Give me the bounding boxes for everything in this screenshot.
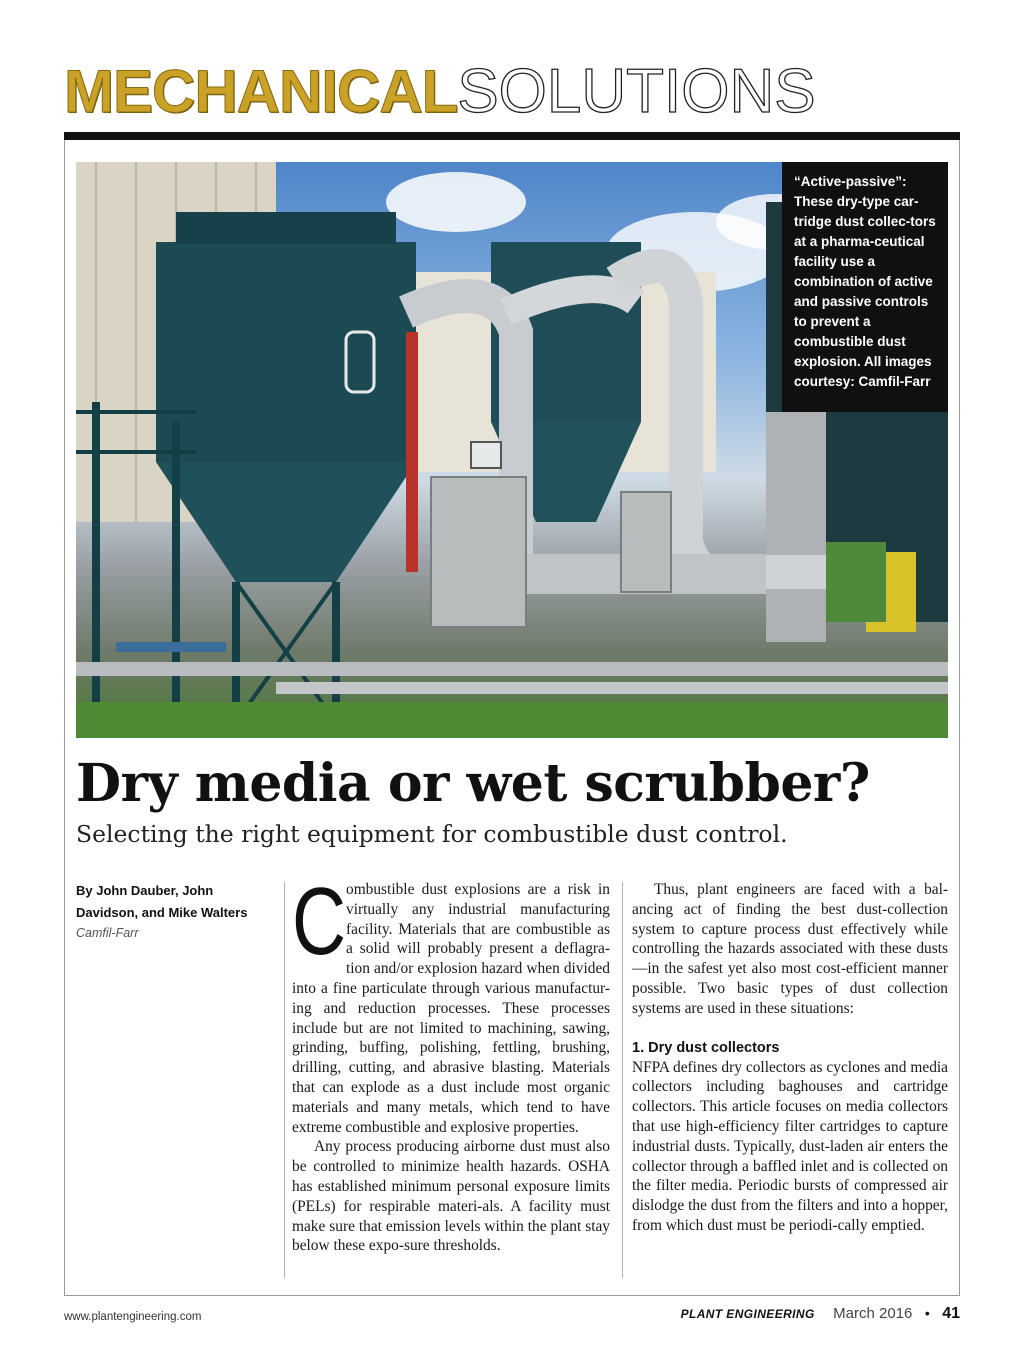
header-rule	[64, 132, 960, 140]
section-subhead: 1. Dry dust collectors	[632, 1039, 780, 1056]
author-organization: Camfil-Farr	[76, 926, 139, 940]
article-paragraph: Any process producing airborne dust must also be controlled to minimize health hazards. OSHA has established minimum personal exposure limits (PELs) for respirable materi-als. A facility must make sure that emission levels within the plant stay below these expo-sure thresholds.	[292, 1138, 610, 1255]
article-headline: Dry media or wet scrubber?	[76, 753, 870, 814]
article-byline: By John Dauber, John Davidson, and Mike Walters	[76, 883, 248, 920]
footer-folio	[681, 1305, 960, 1323]
issue-date: March 2016	[833, 1305, 913, 1322]
column-divider-left	[284, 882, 285, 1278]
article-column-1	[292, 868, 610, 1256]
section-title-light: SOLUTIONS	[457, 57, 816, 126]
column-divider-right	[622, 882, 623, 1278]
folio-separator: •	[924, 1305, 930, 1321]
article-column-2	[632, 880, 948, 1236]
article-deck: Selecting the right equipment for combustible dust control.	[76, 820, 788, 848]
drop-cap: C	[292, 868, 347, 975]
section-masthead	[64, 56, 816, 134]
article-paragraph: NFPA defines dry collectors as cyclones and media collectors including baghouses and cartridge collectors. This article focuses on media collectors that use high-efficiency filter cartridges to capture industrial dusts. Typically, dust-laden air enters the collector through a baffled inlet and is collected on the filter media. Periodic bursts of compressed air dislodge the dust from the filters and into a hopper, from which dust must be periodi-cally emptied.	[632, 1058, 948, 1234]
page-number: 41	[942, 1305, 960, 1322]
footer-url: www.plantengineering.com	[64, 1311, 202, 1323]
photo-caption: “Active-passive”: These dry-type car-tridge dust collec-tors at a pharma-ceutical facility use a combination of active and passive controls to prevent a combustible dust explosion. All images courtesy: Camfil-Farr	[782, 162, 948, 412]
article-paragraph: Thus, plant engineers are faced with a bal-ancing act of finding the best dust-collection system to capture process dust effectively while controlling the hazards associated with these dusts—in the safest yet also most cost-efficient manner possible. Two basic types of dust collection systems are used in these situations:	[632, 881, 948, 1017]
section-title-bold: MECHANICAL	[64, 58, 458, 125]
article-paragraph: ombustible dust explosions are a risk in virtually any industrial manufacturing facility. Materials that are combustible as a solid will probably present a deflagra-tion and/or explosion hazard when divided into a fine particulate through various manufactur-ing and reduction processes. These processes include but are not limited to machining, sawing, grinding, buffing, polishing, fettling, brushing, drilling, cutting, and abrasive blasting. Materials that can explode as a dust include most organic materials and many metals, which tend to have extreme combustible and explosive properties.	[292, 881, 610, 1136]
publication-name: PLANT ENGINEERING	[680, 1307, 815, 1321]
